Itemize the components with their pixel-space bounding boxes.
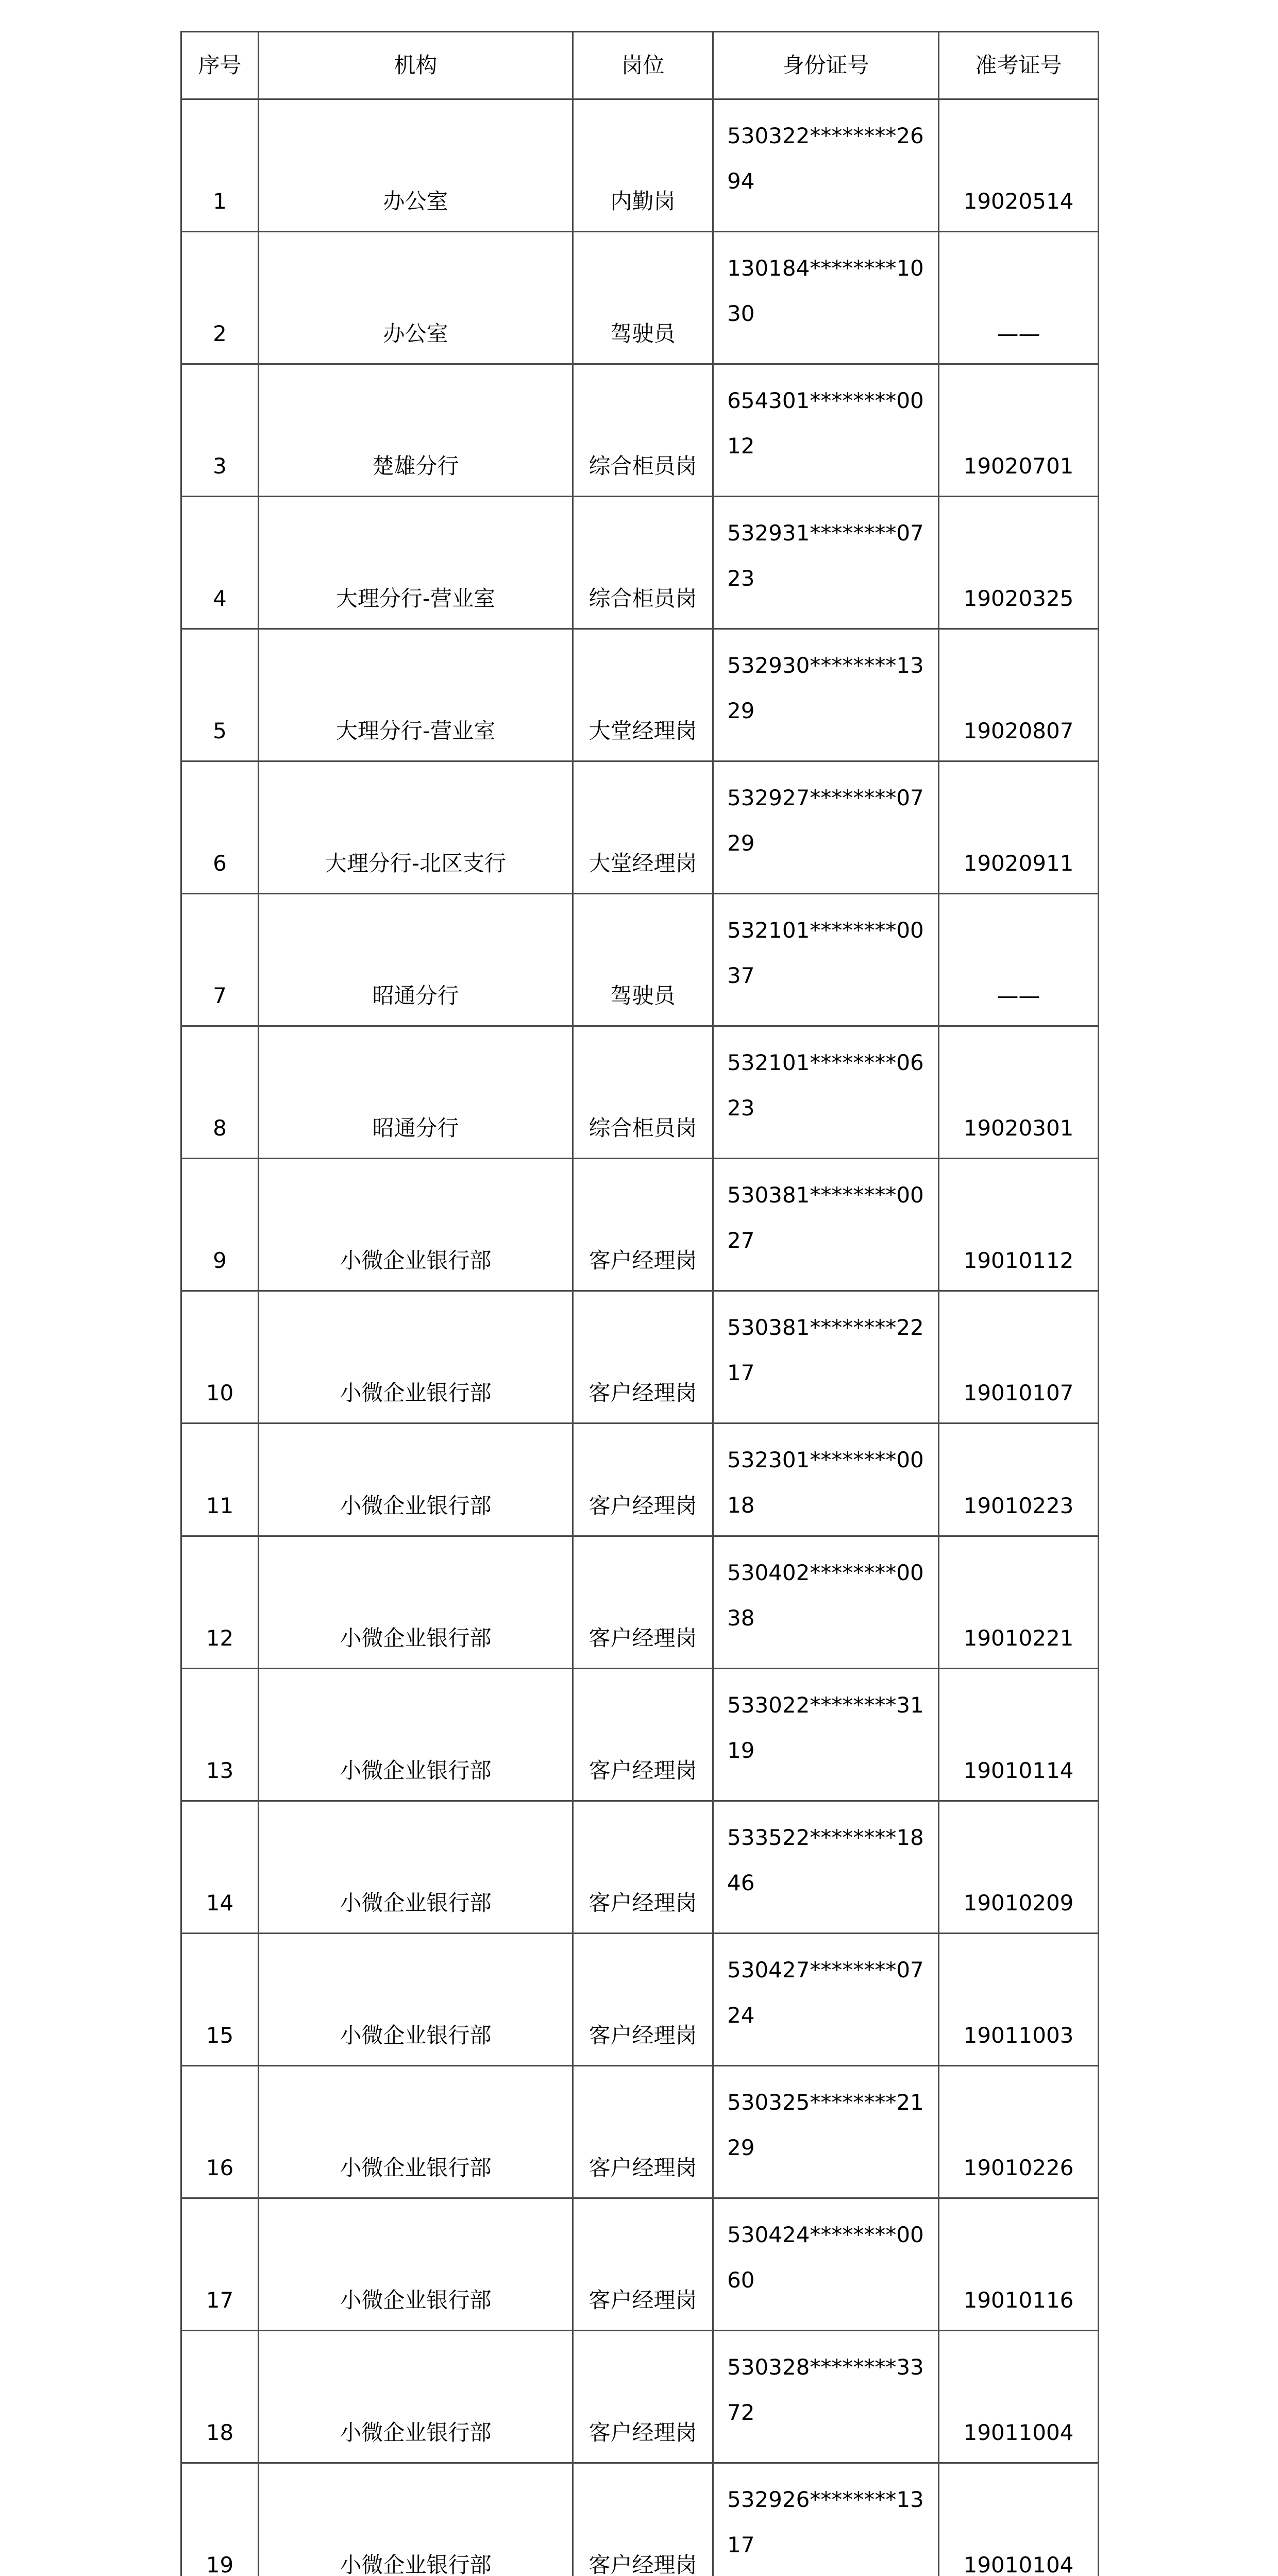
table-row <box>181 2198 1099 2331</box>
table-row <box>181 1801 1099 1934</box>
row-index-cell: 5 <box>181 629 259 761</box>
row-position-cell: 客户经理岗 <box>573 2331 713 2463</box>
row-org-cell: 大理分行-营业室 <box>259 629 573 761</box>
row-id-number-cell <box>713 1159 939 1291</box>
row-org-cell: 办公室 <box>259 232 573 364</box>
row-exam-number-cell: 19020701 <box>939 364 1099 497</box>
id-number-line-1: 532301********00 <box>727 1447 924 1472</box>
row-org-cell: 大理分行-营业室 <box>259 497 573 629</box>
row-index-cell: 13 <box>181 1669 259 1801</box>
id-number-line-1: 532931********07 <box>727 520 924 546</box>
row-id-number-cell <box>713 1669 939 1801</box>
header-row <box>181 32 1099 99</box>
row-position-cell: 大堂经理岗 <box>573 629 713 761</box>
row-id-number-cell <box>713 2066 939 2198</box>
id-number-line-1: 530424********00 <box>727 2222 924 2247</box>
id-number-line-2: 19 <box>727 1738 755 1763</box>
id-number-line-2: 30 <box>727 301 755 326</box>
header-exam-number: 准考证号 <box>939 32 1099 99</box>
table-row <box>181 2066 1099 2198</box>
row-position-cell: 驾驶员 <box>573 232 713 364</box>
header-org: 机构 <box>259 32 573 99</box>
table-row <box>181 629 1099 761</box>
id-number-line-1: 654301********00 <box>727 388 924 413</box>
row-exam-number-cell: 19011004 <box>939 2331 1099 2463</box>
row-exam-number-cell: 19020514 <box>939 99 1099 232</box>
row-position-cell: 客户经理岗 <box>573 1801 713 1934</box>
id-number-line-2: 60 <box>727 2267 755 2293</box>
row-position-cell: 大堂经理岗 <box>573 761 713 894</box>
row-id-number-cell <box>713 1291 939 1423</box>
table-row <box>181 364 1099 497</box>
id-number-line-2: 27 <box>727 1228 755 1253</box>
id-number-line-2: 38 <box>727 1605 755 1631</box>
row-index-cell: 3 <box>181 364 259 497</box>
row-org-cell: 昭通分行 <box>259 894 573 1026</box>
header-index: 序号 <box>181 32 259 99</box>
row-position-cell: 客户经理岗 <box>573 1934 713 2066</box>
row-org-cell: 小微企业银行部 <box>259 1801 573 1934</box>
id-number-line-1: 530381********22 <box>727 1315 924 1340</box>
id-number-line-2: 29 <box>727 2135 755 2160</box>
table-row <box>181 1669 1099 1801</box>
table-row <box>181 1159 1099 1291</box>
row-id-number-cell <box>713 1934 939 2066</box>
recruitment-roster-table <box>180 31 1099 2576</box>
row-org-cell: 小微企业银行部 <box>259 2198 573 2331</box>
row-id-number-cell <box>713 761 939 894</box>
table-row <box>181 1291 1099 1423</box>
row-id-number-cell <box>713 99 939 232</box>
table-row <box>181 232 1099 364</box>
row-org-cell: 小微企业银行部 <box>259 1669 573 1801</box>
row-id-number-cell <box>713 1801 939 1934</box>
row-exam-number-cell: 19010223 <box>939 1423 1099 1536</box>
row-position-cell: 客户经理岗 <box>573 1423 713 1536</box>
id-number-line-2: 72 <box>727 2400 755 2425</box>
row-exam-number-cell: 19010107 <box>939 1291 1099 1423</box>
table-row <box>181 497 1099 629</box>
row-exam-number-cell: 19010226 <box>939 2066 1099 2198</box>
row-exam-number-cell: 19010116 <box>939 2198 1099 2331</box>
row-id-number-cell <box>713 629 939 761</box>
id-number-line-2: 37 <box>727 963 755 988</box>
row-exam-number-cell: —— <box>939 894 1099 1026</box>
id-number-line-2: 46 <box>727 1870 755 1895</box>
row-org-cell: 小微企业银行部 <box>259 2331 573 2463</box>
row-position-cell: 客户经理岗 <box>573 1669 713 1801</box>
id-number-line-2: 12 <box>727 433 755 459</box>
row-index-cell: 7 <box>181 894 259 1026</box>
id-number-line-1: 532101********00 <box>727 918 924 943</box>
id-number-line-2: 29 <box>727 698 755 723</box>
id-number-line-2: 18 <box>727 1493 755 1518</box>
row-exam-number-cell: 19020301 <box>939 1026 1099 1159</box>
row-id-number-cell <box>713 2198 939 2331</box>
row-org-cell: 小微企业银行部 <box>259 1536 573 1669</box>
row-index-cell: 11 <box>181 1423 259 1536</box>
row-id-number-cell <box>713 1026 939 1159</box>
id-number-line-1: 530325********21 <box>727 2090 924 2115</box>
id-number-line-2: 24 <box>727 2003 755 2028</box>
id-number-line-1: 532101********06 <box>727 1050 924 1075</box>
row-position-cell: 驾驶员 <box>573 894 713 1026</box>
row-index-cell: 14 <box>181 1801 259 1934</box>
row-id-number-cell <box>713 364 939 497</box>
row-org-cell: 小微企业银行部 <box>259 1934 573 2066</box>
id-number-line-1: 532927********07 <box>727 785 924 810</box>
row-org-cell: 小微企业银行部 <box>259 2066 573 2198</box>
row-index-cell: 12 <box>181 1536 259 1669</box>
row-id-number-cell <box>713 894 939 1026</box>
row-index-cell: 16 <box>181 2066 259 2198</box>
id-number-line-1: 530328********33 <box>727 2354 924 2380</box>
id-number-line-1: 533522********18 <box>727 1825 924 1850</box>
row-position-cell: 综合柜员岗 <box>573 1026 713 1159</box>
id-number-line-2: 29 <box>727 831 755 856</box>
row-position-cell: 综合柜员岗 <box>573 364 713 497</box>
row-exam-number-cell: 19011003 <box>939 1934 1099 2066</box>
id-number-line-1: 533022********31 <box>727 1692 924 1718</box>
row-position-cell: 内勤岗 <box>573 99 713 232</box>
id-number-line-1: 532930********13 <box>727 653 924 678</box>
row-id-number-cell <box>713 2331 939 2463</box>
id-number-line-2: 94 <box>727 168 755 194</box>
row-id-number-cell <box>713 1536 939 1669</box>
id-number-line-1: 530322********26 <box>727 123 924 148</box>
row-exam-number-cell: 19020807 <box>939 629 1099 761</box>
row-index-cell: 4 <box>181 497 259 629</box>
row-index-cell: 9 <box>181 1159 259 1291</box>
row-position-cell: 客户经理岗 <box>573 1536 713 1669</box>
header-position: 岗位 <box>573 32 713 99</box>
id-number-line-2: 23 <box>727 566 755 591</box>
row-id-number-cell <box>713 2463 939 2576</box>
row-index-cell: 15 <box>181 1934 259 2066</box>
table-row <box>181 1423 1099 1536</box>
row-org-cell: 大理分行-北区支行 <box>259 761 573 894</box>
table-row <box>181 894 1099 1026</box>
table-row <box>181 1934 1099 2066</box>
row-exam-number-cell: 19010221 <box>939 1536 1099 1669</box>
row-position-cell: 综合柜员岗 <box>573 497 713 629</box>
table-row <box>181 2463 1099 2576</box>
table-header <box>181 32 1099 99</box>
row-org-cell: 小微企业银行部 <box>259 1291 573 1423</box>
row-exam-number-cell: —— <box>939 232 1099 364</box>
row-exam-number-cell: 19010114 <box>939 1669 1099 1801</box>
row-id-number-cell <box>713 497 939 629</box>
id-number-line-1: 532926********13 <box>727 2487 924 2512</box>
row-id-number-cell <box>713 1423 939 1536</box>
row-position-cell: 客户经理岗 <box>573 1159 713 1291</box>
row-org-cell: 小微企业银行部 <box>259 1423 573 1536</box>
id-number-line-2: 17 <box>727 1360 755 1385</box>
row-position-cell: 客户经理岗 <box>573 2066 713 2198</box>
row-index-cell: 6 <box>181 761 259 894</box>
row-index-cell: 19 <box>181 2463 259 2576</box>
row-exam-number-cell: 19010104 <box>939 2463 1099 2576</box>
row-org-cell: 小微企业银行部 <box>259 1159 573 1291</box>
row-org-cell: 楚雄分行 <box>259 364 573 497</box>
table-row <box>181 761 1099 894</box>
row-position-cell: 客户经理岗 <box>573 2463 713 2576</box>
row-position-cell: 客户经理岗 <box>573 2198 713 2331</box>
id-number-line-1: 530402********00 <box>727 1560 924 1585</box>
table-row <box>181 99 1099 232</box>
row-org-cell: 办公室 <box>259 99 573 232</box>
row-position-cell: 客户经理岗 <box>573 1291 713 1423</box>
row-index-cell: 18 <box>181 2331 259 2463</box>
row-index-cell: 2 <box>181 232 259 364</box>
header-id-number: 身份证号 <box>713 32 939 99</box>
row-exam-number-cell: 19010112 <box>939 1159 1099 1291</box>
id-number-line-1: 530381********00 <box>727 1182 924 1208</box>
row-org-cell: 小微企业银行部 <box>259 2463 573 2576</box>
id-number-line-2: 23 <box>727 1095 755 1121</box>
table-row <box>181 2331 1099 2463</box>
table-row <box>181 1536 1099 1669</box>
row-index-cell: 17 <box>181 2198 259 2331</box>
row-id-number-cell <box>713 232 939 364</box>
table-body <box>181 99 1099 2576</box>
row-index-cell: 10 <box>181 1291 259 1423</box>
id-number-line-2: 17 <box>727 2532 755 2557</box>
row-index-cell: 1 <box>181 99 259 232</box>
id-number-line-1: 130184********10 <box>727 256 924 281</box>
row-exam-number-cell: 19010209 <box>939 1801 1099 1934</box>
row-exam-number-cell: 19020325 <box>939 497 1099 629</box>
row-index-cell: 8 <box>181 1026 259 1159</box>
id-number-line-1: 530427********07 <box>727 1957 924 1982</box>
row-org-cell: 昭通分行 <box>259 1026 573 1159</box>
row-exam-number-cell: 19020911 <box>939 761 1099 894</box>
table-row <box>181 1026 1099 1159</box>
